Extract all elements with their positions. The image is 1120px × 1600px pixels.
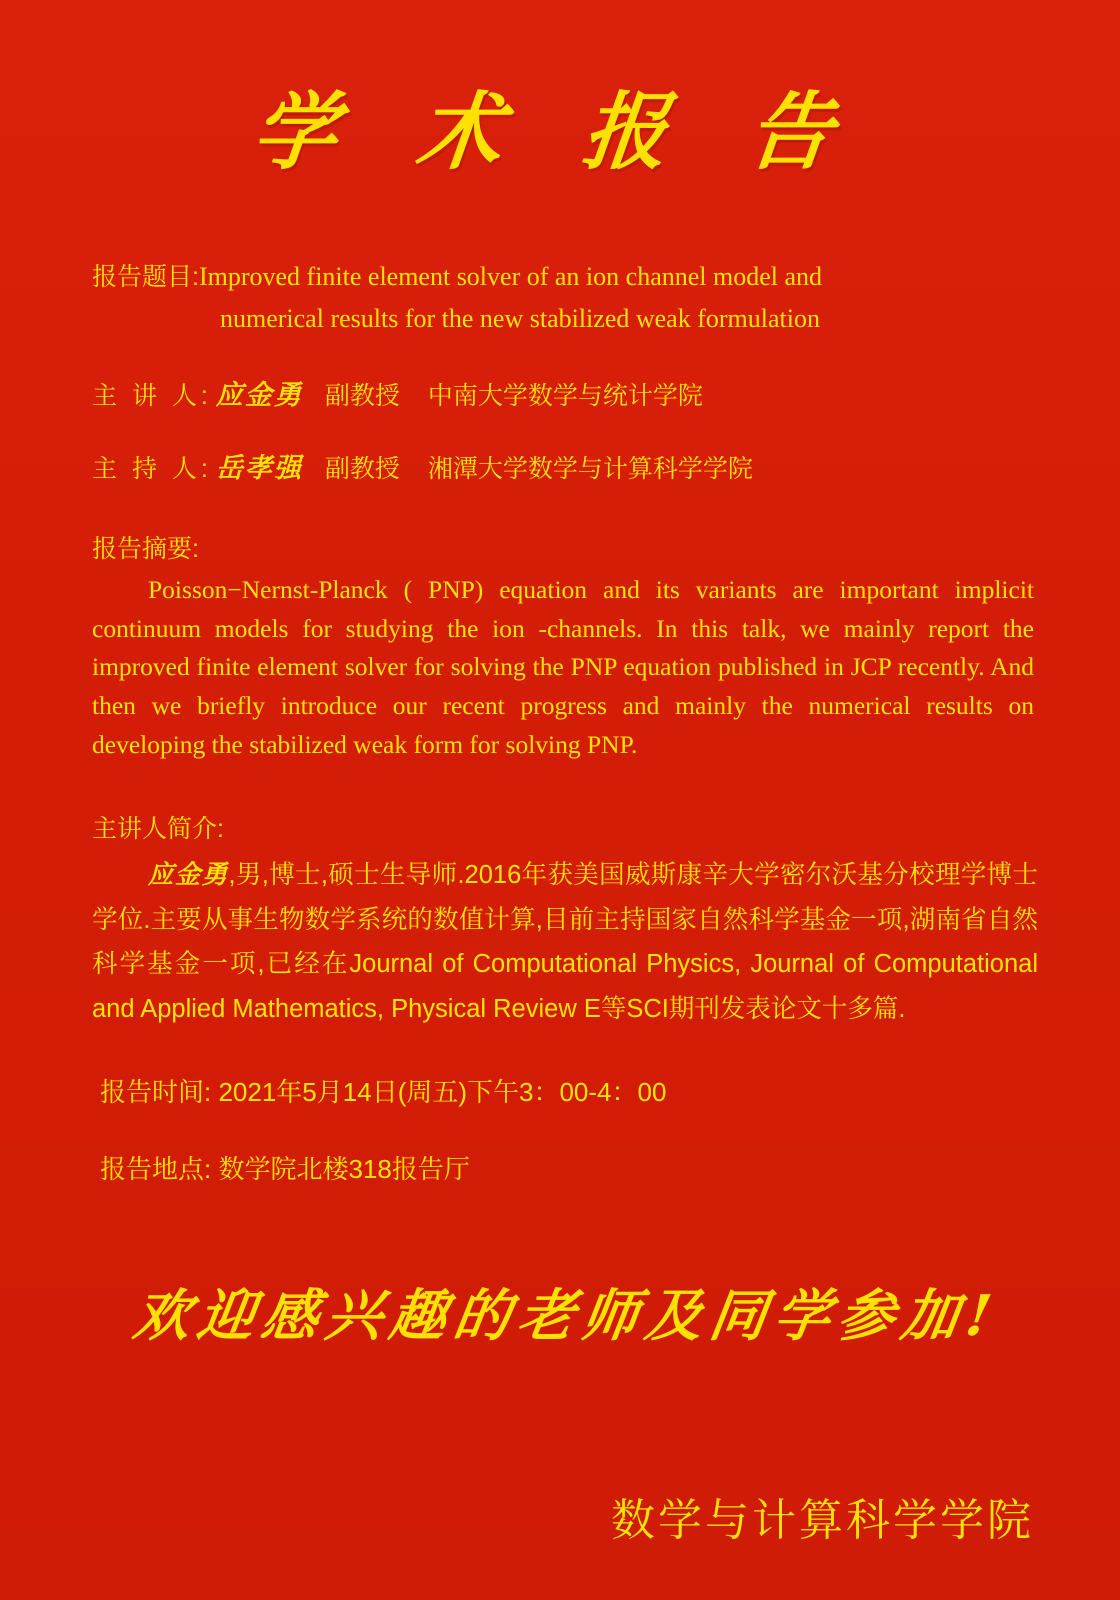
host-name: 岳孝强	[215, 452, 303, 484]
abstract-text: Poisson−Nernst-Planck ( PNP) equation and its variants are important implicit continuum models for studying the ion -channels. In this talk, we mainly report the improved finite element solver for solving the PNP equation published in JCP recently. And then we briefly introduce our recent progress and mainly the numerical results on developing the stabilized weak form for solving PNP.	[92, 574, 1034, 759]
abstract-heading: 报告摘要:	[92, 534, 199, 563]
place-row	[92, 1149, 1042, 1186]
time-row	[92, 1072, 1042, 1109]
host-rank: 副教授	[324, 454, 400, 483]
host-affiliation: 湘潭大学数学与计算科学学院	[427, 454, 753, 483]
place-value: 数学院北楼318报告厅	[218, 1154, 470, 1185]
bio-paragraph	[92, 853, 1042, 1033]
organization-footer: 数学与计算科学学院	[611, 1496, 1034, 1545]
bio-heading: 主讲人简介:	[92, 814, 224, 843]
speaker-name: 应金勇	[215, 379, 303, 411]
speaker-row	[92, 373, 1042, 412]
bio-speaker-name: 应金勇	[148, 859, 229, 890]
welcome-message: 欢迎感兴趣的老师及同学参加!	[129, 1283, 1004, 1350]
topic-line-1: Improved finite element solver of an ion channel model and	[198, 262, 823, 292]
host-label: 主 持 人:	[92, 454, 212, 483]
host-row	[92, 446, 1042, 485]
time-value: 2021年5月14日(周五)下午3：00-4：00	[218, 1077, 667, 1108]
place-label: 报告地点:	[100, 1154, 212, 1185]
topic-label: 报告题目:	[92, 263, 199, 292]
topic-block	[92, 256, 1042, 339]
time-label: 报告时间:	[100, 1077, 212, 1108]
speaker-affiliation: 中南大学数学与统计学院	[427, 381, 703, 410]
speaker-rank: 副教授	[324, 381, 400, 410]
page-title: 学 术 报 告	[247, 82, 864, 181]
topic-line-2: numerical results for the new stabilized weak formulation	[220, 303, 820, 333]
bio-text: ,男,博士,硕士生导师.2016年获美国威斯康辛大学密尔沃基分校理学博士学位.主要从事生物数学系统的数值计算,目前主持国家自然科学基金一项,湖南省自然科学基金一项,已经在Journal of Computational Physics, Journal of Computational and Applied Mathematics, Physical Review E等SCI期刊发表论文十多篇.	[92, 860, 1038, 1024]
poster-content	[0, 256, 1120, 1352]
speaker-label: 主 讲 人:	[92, 381, 212, 410]
